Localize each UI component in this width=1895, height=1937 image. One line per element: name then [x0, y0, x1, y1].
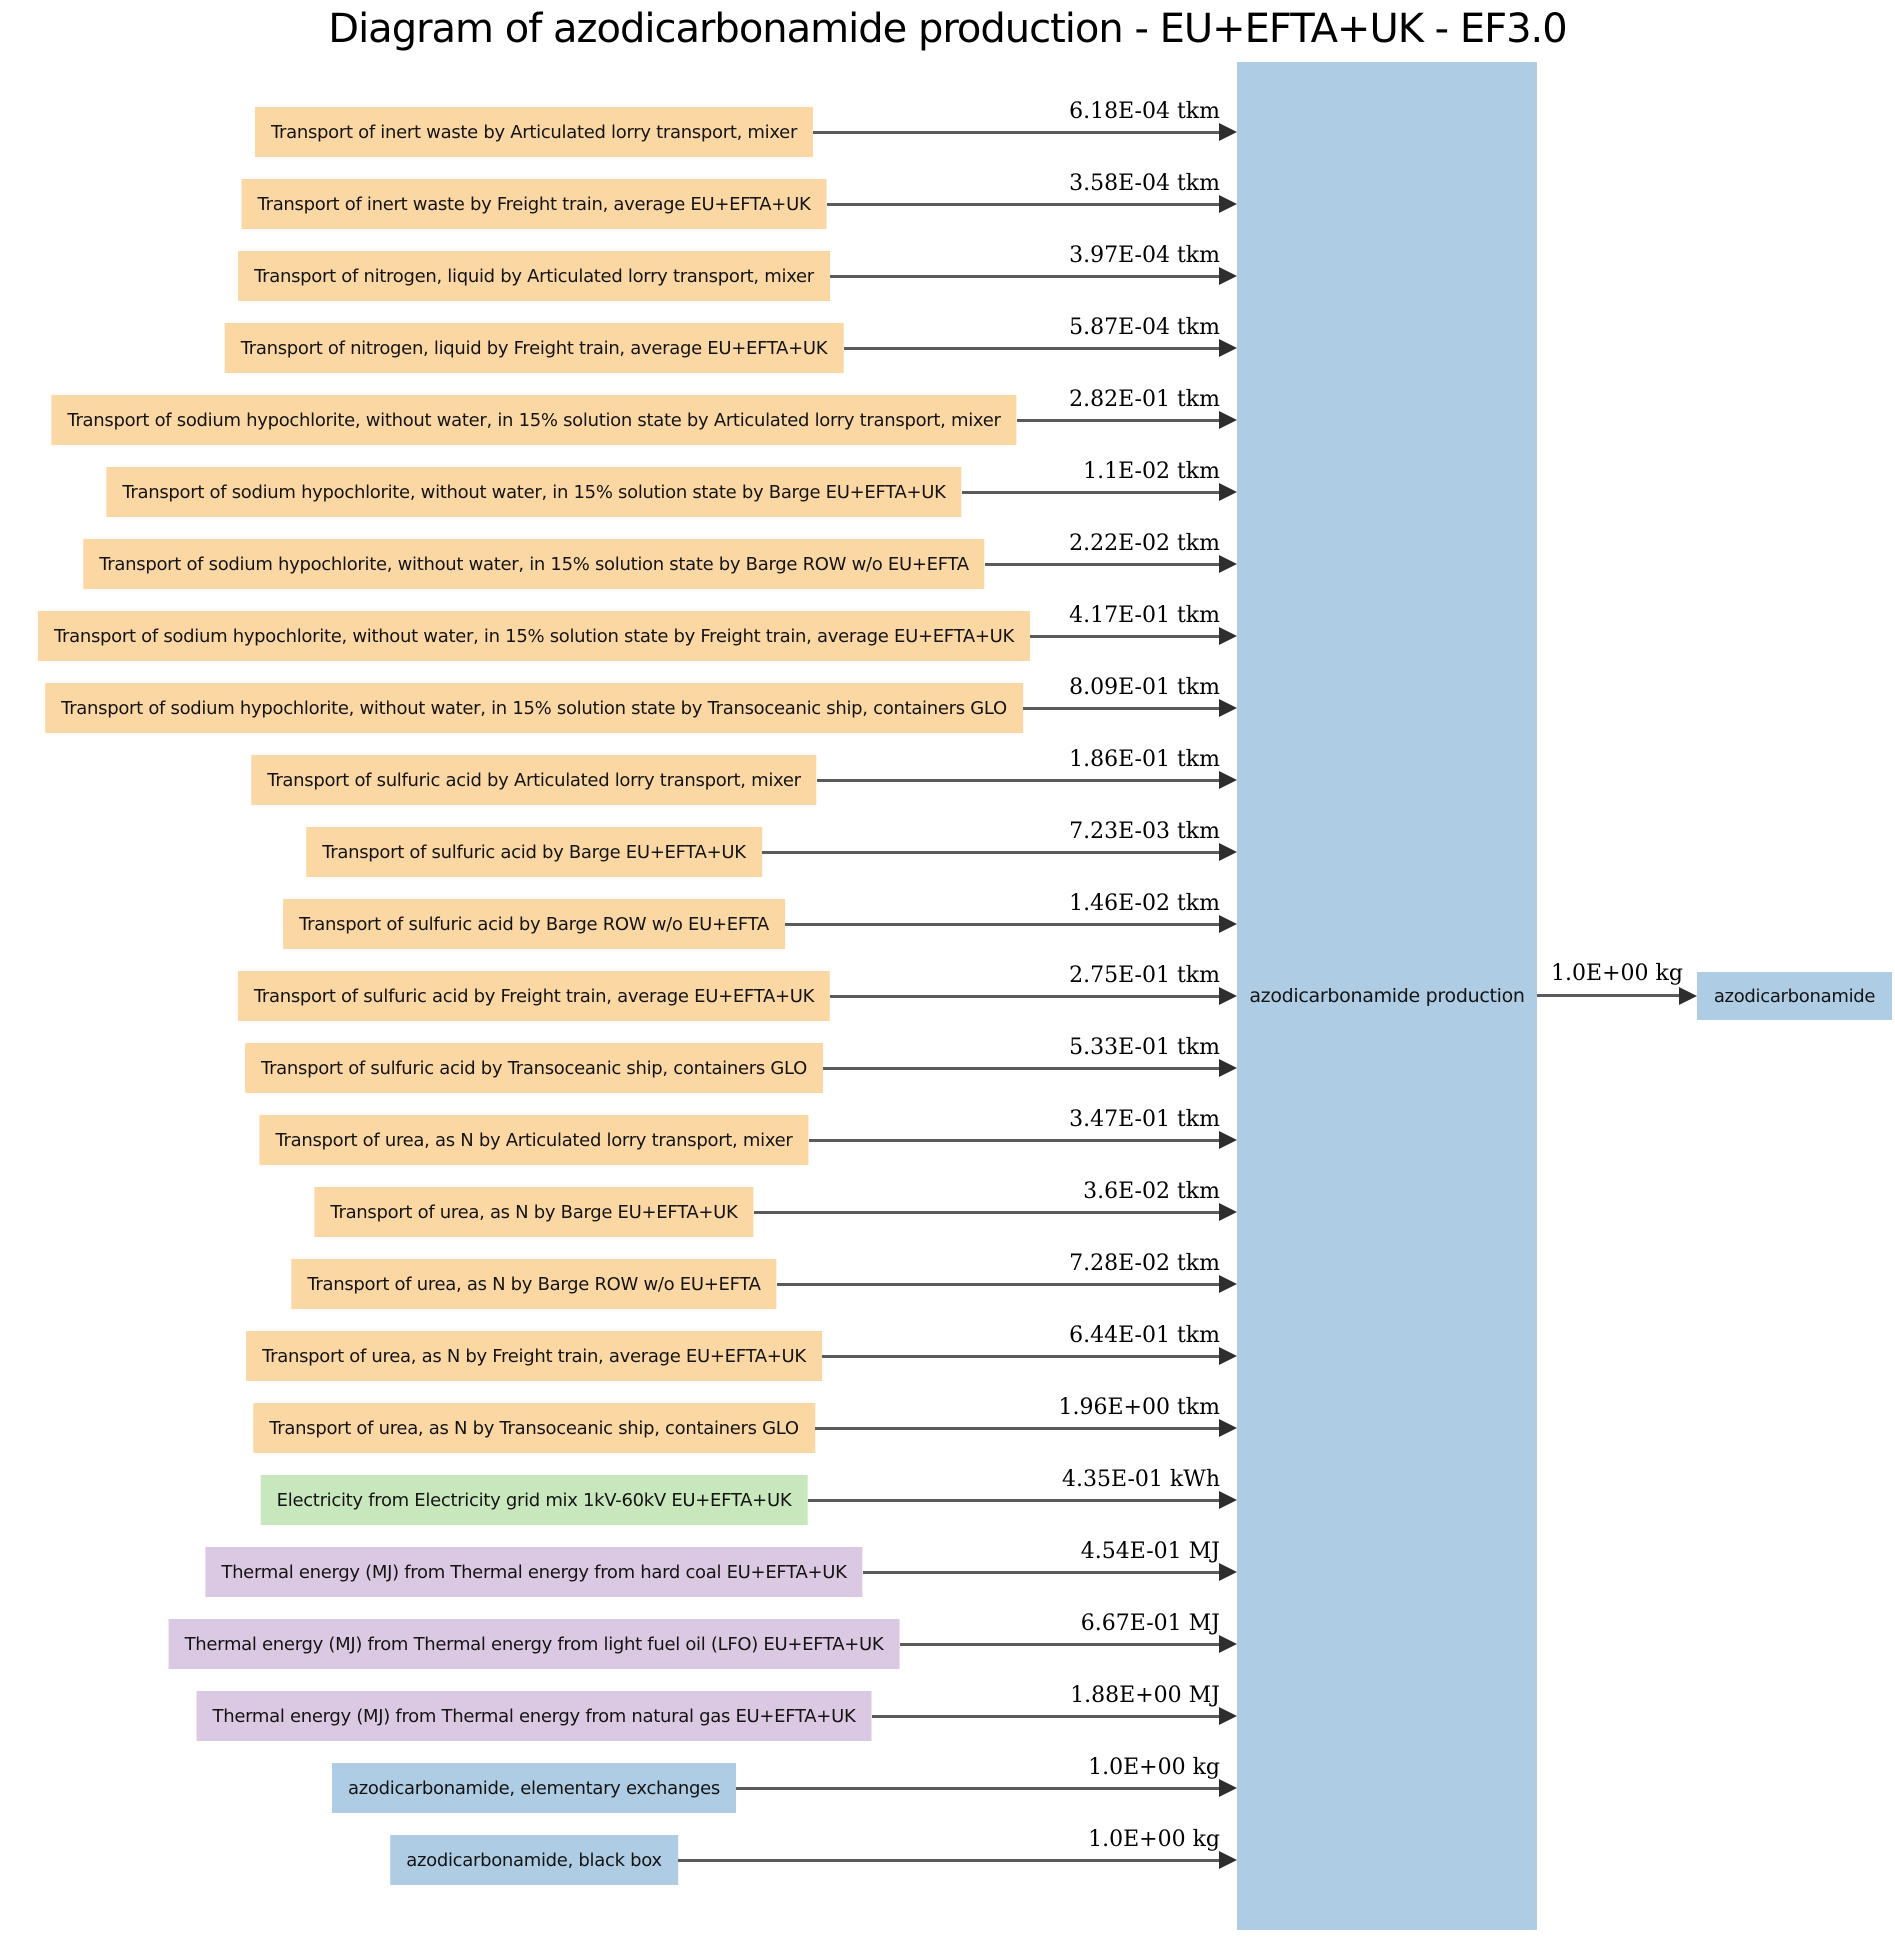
flow-value-label: 4.54E-01 MJ — [1080, 1539, 1220, 1564]
output-node-label: azodicarbonamide — [1713, 985, 1876, 1007]
flow-value-label: 3.47E-01 tkm — [1069, 1107, 1220, 1132]
input-node[interactable] — [51, 395, 1016, 445]
input-node[interactable] — [291, 1259, 776, 1309]
input-node[interactable] — [251, 755, 816, 805]
flow-value-label: 3.6E-02 tkm — [1083, 1179, 1220, 1204]
arrowhead-icon — [1219, 1203, 1237, 1221]
arrowhead-icon — [1219, 699, 1237, 717]
arrowhead-icon — [1219, 195, 1237, 213]
input-node[interactable] — [246, 1331, 822, 1381]
flow-arrow — [813, 131, 1223, 134]
input-node[interactable] — [242, 179, 827, 229]
arrowhead-icon — [1219, 627, 1237, 645]
input-node[interactable] — [255, 107, 813, 157]
input-node-label: Transport of sulfuric acid by Transoceanic ship, containers GLO — [261, 1057, 807, 1079]
flow-value-label: 5.87E-04 tkm — [1069, 315, 1220, 340]
flow-arrow — [900, 1643, 1224, 1646]
input-node[interactable] — [306, 827, 762, 877]
arrowhead-icon — [1219, 1635, 1237, 1653]
input-node-label: Transport of sodium hypochlorite, without water, in 15% solution state by Articulated lorry transport, mixer — [67, 409, 1001, 431]
input-node[interactable] — [45, 683, 1023, 733]
input-node-label: Transport of urea, as N by Barge ROW w/o EU+EFTA — [307, 1273, 761, 1295]
flow-arrow — [809, 1139, 1224, 1142]
flow-arrow — [815, 1427, 1223, 1430]
input-node-label: Thermal energy (MJ) from Thermal energy from light fuel oil (LFO) EU+EFTA+UK — [184, 1633, 884, 1655]
input-node-label: Thermal energy (MJ) from Thermal energy from hard coal EU+EFTA+UK — [221, 1561, 847, 1583]
arrowhead-icon — [1219, 1563, 1237, 1581]
input-node[interactable] — [106, 467, 961, 517]
flow-arrow — [754, 1211, 1224, 1214]
flow-arrow — [830, 275, 1223, 278]
input-node[interactable] — [225, 323, 844, 373]
arrowhead-icon — [1219, 123, 1237, 141]
flow-arrow — [844, 347, 1224, 350]
flow-value-label: 1.96E+00 tkm — [1058, 1395, 1220, 1420]
flow-value-label: 7.28E-02 tkm — [1069, 1251, 1220, 1276]
input-node[interactable] — [238, 971, 830, 1021]
arrowhead-icon — [1219, 987, 1237, 1005]
arrowhead-icon — [1219, 771, 1237, 789]
arrowhead-icon — [1219, 1347, 1237, 1365]
flow-arrow — [962, 491, 1224, 494]
arrowhead-icon — [1219, 1275, 1237, 1293]
flow-arrow — [872, 1715, 1224, 1718]
input-node-label: Transport of urea, as N by Transoceanic ship, containers GLO — [269, 1417, 799, 1439]
flow-arrow — [1023, 707, 1223, 710]
flow-value-label: 6.18E-04 tkm — [1069, 99, 1220, 124]
input-node-label: azodicarbonamide, black box — [406, 1849, 662, 1871]
input-node-label: Transport of sodium hypochlorite, without water, in 15% solution state by Freight train, average EU+EFTA+UK — [53, 625, 1015, 647]
input-node-label: Transport of urea, as N by Barge EU+EFTA+UK — [330, 1201, 738, 1223]
flow-arrow — [822, 1355, 1223, 1358]
arrowhead-icon — [1219, 1851, 1237, 1869]
input-node-label: Transport of nitrogen, liquid by Freight train, average EU+EFTA+UK — [240, 337, 828, 359]
input-node[interactable] — [332, 1763, 736, 1813]
flow-value-label: 2.75E-01 tkm — [1069, 963, 1220, 988]
input-node-label: Transport of sodium hypochlorite, without water, in 15% solution state by Transoceanic ship, containers GLO — [61, 697, 1007, 719]
input-node-label: Transport of nitrogen, liquid by Articulated lorry transport, mixer — [254, 265, 814, 287]
flow-value-label: 6.67E-01 MJ — [1080, 1611, 1220, 1636]
arrowhead-icon — [1219, 1131, 1237, 1149]
input-node[interactable] — [238, 251, 830, 301]
arrowhead-icon — [1219, 483, 1237, 501]
flow-value-label: 1.46E-02 tkm — [1069, 891, 1220, 916]
flow-value-label: 2.22E-02 tkm — [1069, 531, 1220, 556]
flow-arrow — [808, 1499, 1224, 1502]
flow-value-label: 4.17E-01 tkm — [1069, 603, 1220, 628]
flow-arrow — [985, 563, 1224, 566]
flow-value-label: 1.0E+00 kg — [1088, 1827, 1220, 1852]
flow-arrow — [736, 1787, 1223, 1790]
input-node[interactable] — [390, 1835, 678, 1885]
input-node-label: Transport of sulfuric acid by Barge EU+EFTA+UK — [322, 841, 746, 863]
input-node[interactable] — [314, 1187, 753, 1237]
input-node-label: Transport of inert waste by Freight train, average EU+EFTA+UK — [257, 193, 811, 215]
input-node-label: Transport of inert waste by Articulated lorry transport, mixer — [270, 121, 798, 143]
input-node-label: Transport of urea, as N by Articulated lorry transport, mixer — [275, 1129, 793, 1151]
flow-value-label: 6.44E-01 tkm — [1069, 1323, 1220, 1348]
output-node[interactable] — [1697, 972, 1892, 1020]
input-node[interactable] — [283, 899, 785, 949]
arrowhead-icon — [1219, 1779, 1237, 1797]
diagram-title: Diagram of azodicarbonamide production - EU+EFTA+UK - EF3.0 — [328, 6, 1567, 52]
arrowhead-icon — [1219, 339, 1237, 357]
input-node-label: Electricity from Electricity grid mix 1kV-60kV EU+EFTA+UK — [276, 1489, 792, 1511]
arrowhead-icon — [1219, 411, 1237, 429]
input-node[interactable] — [261, 1475, 808, 1525]
arrowhead-icon — [1679, 987, 1697, 1005]
input-node-label: Transport of sulfuric acid by Articulated lorry transport, mixer — [267, 769, 801, 791]
input-node-label: Transport of sulfuric acid by Barge ROW w/o EU+EFTA — [299, 913, 769, 935]
flow-value-label: 1.86E-01 tkm — [1069, 747, 1220, 772]
input-node[interactable] — [245, 1043, 823, 1093]
flow-value-label: 7.23E-03 tkm — [1069, 819, 1220, 844]
input-node[interactable] — [38, 611, 1030, 661]
arrowhead-icon — [1219, 843, 1237, 861]
flow-arrow — [823, 1067, 1223, 1070]
arrowhead-icon — [1219, 1707, 1237, 1725]
flow-arrow — [830, 995, 1223, 998]
process-node-label: azodicarbonamide production — [1249, 985, 1525, 1007]
arrowhead-icon — [1219, 1419, 1237, 1437]
flow-arrow — [777, 1283, 1224, 1286]
input-node-label: Thermal energy (MJ) from Thermal energy from natural gas EU+EFTA+UK — [212, 1705, 856, 1727]
input-node[interactable] — [205, 1547, 862, 1597]
arrowhead-icon — [1219, 1491, 1237, 1509]
flow-arrow — [785, 923, 1223, 926]
flow-value-label: 2.82E-01 tkm — [1069, 387, 1220, 412]
arrowhead-icon — [1219, 1059, 1237, 1077]
flow-arrow — [678, 1859, 1223, 1862]
flow-value-label: 1.1E-02 tkm — [1083, 459, 1220, 484]
arrowhead-icon — [1219, 267, 1237, 285]
flow-arrow — [827, 203, 1224, 206]
input-node[interactable] — [259, 1115, 808, 1165]
output-flow-value-label: 1.0E+00 kg — [1551, 961, 1683, 986]
arrowhead-icon — [1219, 915, 1237, 933]
flow-value-label: 3.97E-04 tkm — [1069, 243, 1220, 268]
input-node[interactable] — [169, 1619, 900, 1669]
input-node-label: Transport of sodium hypochlorite, without water, in 15% solution state by Barge ROW w/o EU+EFTA — [99, 553, 969, 575]
flow-arrow — [1017, 419, 1224, 422]
flow-arrow — [762, 851, 1223, 854]
arrowhead-icon — [1219, 555, 1237, 573]
output-flow-arrow — [1537, 994, 1681, 997]
flow-arrow — [817, 779, 1224, 782]
input-node[interactable] — [253, 1403, 815, 1453]
flow-arrow — [863, 1571, 1224, 1574]
input-node[interactable] — [83, 539, 984, 589]
flow-value-label: 1.88E+00 MJ — [1070, 1683, 1220, 1708]
input-node-label: azodicarbonamide, elementary exchanges — [348, 1777, 720, 1799]
input-node-label: Transport of sulfuric acid by Freight train, average EU+EFTA+UK — [253, 985, 815, 1007]
input-node[interactable] — [197, 1691, 872, 1741]
flow-value-label: 4.35E-01 kWh — [1062, 1467, 1220, 1492]
flow-value-label: 8.09E-01 tkm — [1069, 675, 1220, 700]
flow-value-label: 1.0E+00 kg — [1088, 1755, 1220, 1780]
flow-value-label: 5.33E-01 tkm — [1069, 1035, 1220, 1060]
flow-arrow — [1030, 635, 1223, 638]
process-node[interactable] — [1237, 62, 1537, 1930]
input-node-label: Transport of sodium hypochlorite, without water, in 15% solution state by Barge EU+EFTA+UK — [122, 481, 946, 503]
input-node-label: Transport of urea, as N by Freight train, average EU+EFTA+UK — [262, 1345, 806, 1367]
flow-value-label: 3.58E-04 tkm — [1069, 171, 1220, 196]
